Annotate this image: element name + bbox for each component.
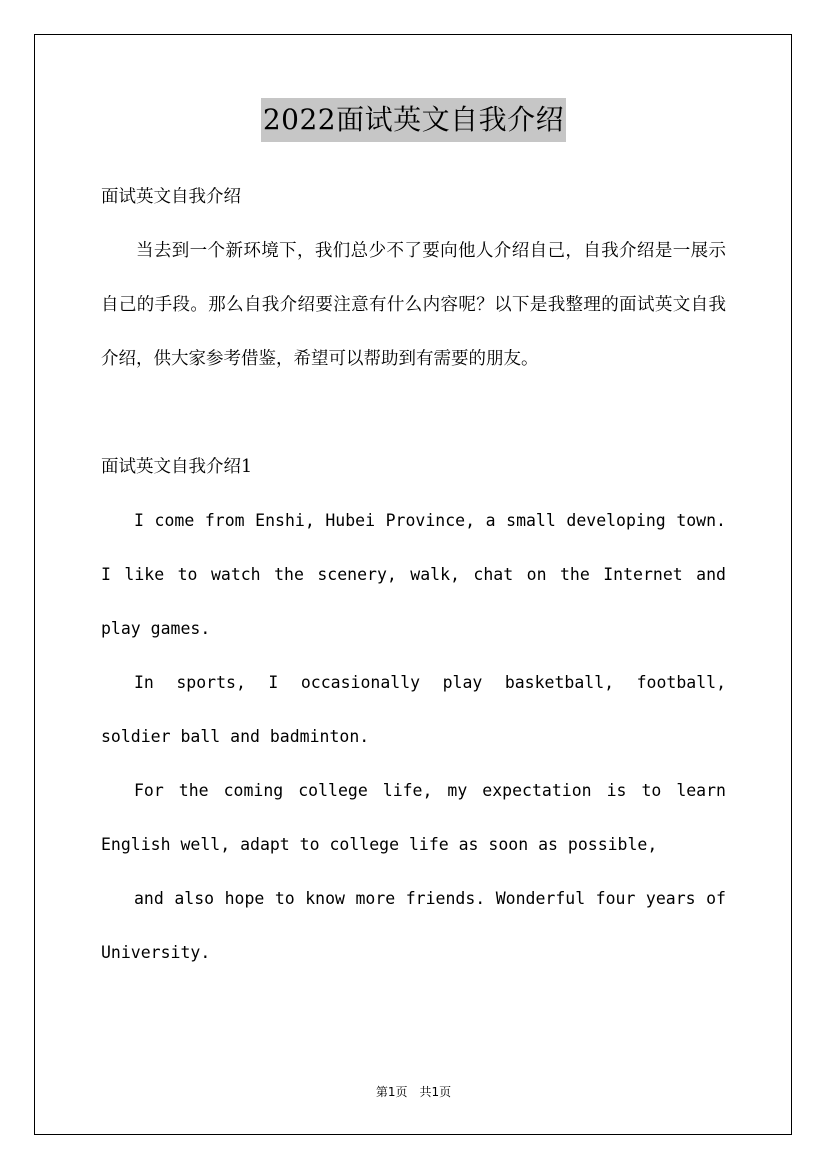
body-paragraph-1: I come from Enshi, Hubei Province, a small developing town. I like to watch the scenery, walk, chat on the Internet and play games. — [101, 511, 726, 638]
intro-paragraph: 当去到一个新环境下，我们总少不了要向他人介绍自己，自我介绍是一展示自己的手段。那么自我介绍要注意有什么内容呢？以下是我整理的面试英文自我介绍，供大家参考借鉴，希望可以帮助到有需要的朋友。 — [101, 241, 726, 369]
page-footer: 第1页 共1页 — [375, 1085, 452, 1099]
body-paragraph-4: and also hope to know more friends. Wonderful four years of University. — [101, 889, 726, 962]
body-paragraph-2: In sports, I occasionally play basketball, football, soldier ball and badminton. — [101, 673, 726, 746]
document-title: 2022面试英文自我介绍 — [261, 98, 566, 142]
section-heading: 面试英文自我介绍1 — [101, 457, 253, 477]
document-body — [101, 170, 726, 980]
title-container — [0, 98, 827, 142]
spacer — [101, 386, 726, 440]
body-paragraph-3: For the coming college life, my expectation is to learn English well, adapt to college life as soon as possible, — [101, 781, 726, 854]
subtitle: 面试英文自我介绍 — [101, 187, 241, 207]
